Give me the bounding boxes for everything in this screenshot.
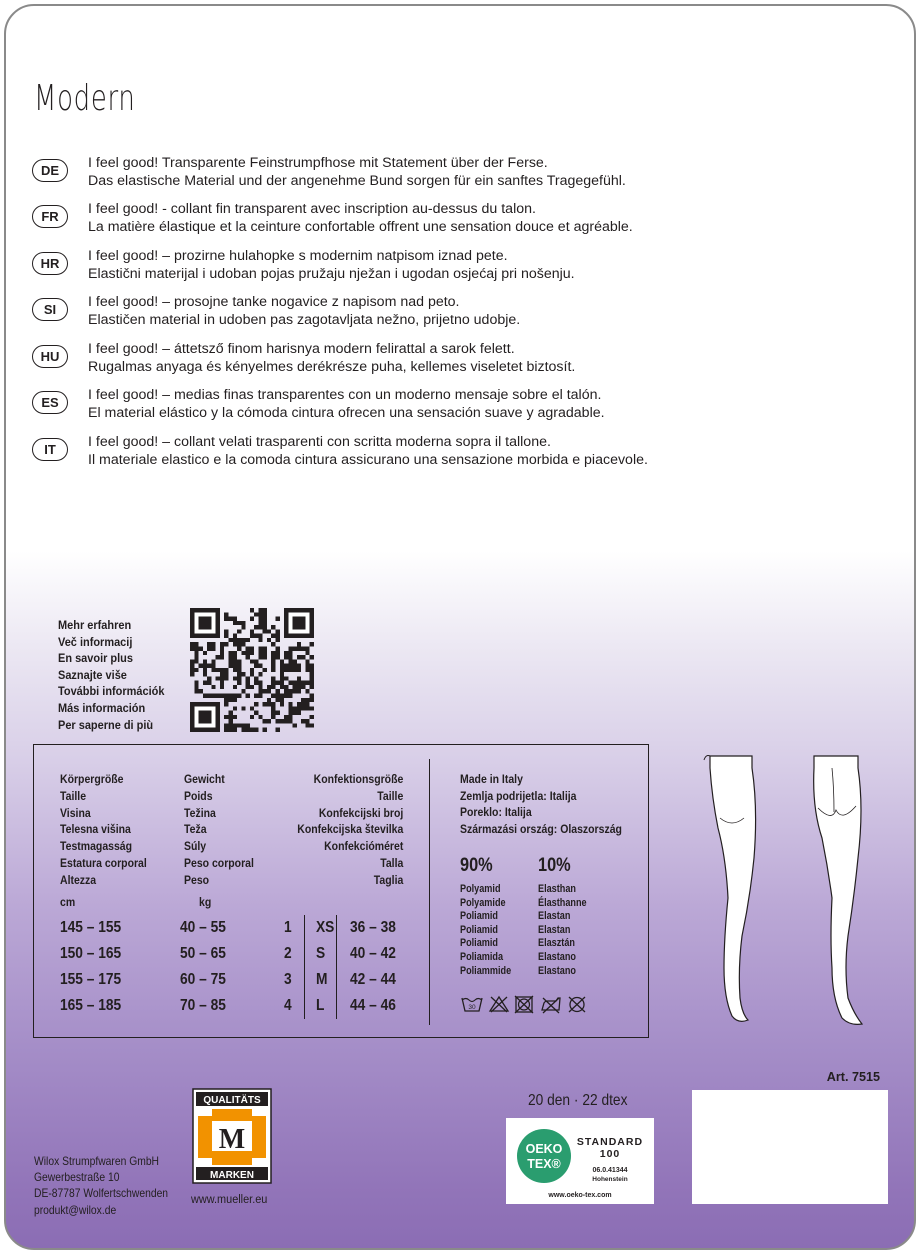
material-line: Poliamid	[460, 923, 498, 936]
material-line: Polyamid	[460, 883, 501, 895]
oeko-tex-label	[506, 1118, 654, 1204]
description-text	[88, 341, 575, 376]
description-line: I feel good! – áttetsző finom harisnya modern felirattal a sarok felett.	[88, 341, 515, 357]
description-line: I feel good! – collant velati trasparenti con scritta moderna sopra il tallone.	[88, 434, 551, 450]
mueller-url[interactable]: www.mueller.eu	[191, 1192, 268, 1206]
description-line: Rugalmas anyaga és kényelmes derékrésze puha, kellemes viseletet biztosít.	[88, 358, 576, 375]
header-line: Konfekcióméret	[323, 839, 403, 854]
size-cell-num: 4	[284, 997, 292, 1014]
divider	[429, 759, 430, 1025]
lang-row-si	[32, 294, 892, 338]
lang-row-fr	[32, 201, 892, 245]
svg-text:TEX®: TEX®	[527, 1157, 561, 1171]
polyamide-percent: 90%	[460, 855, 493, 876]
more-info-line: En savoir plus	[58, 651, 133, 666]
description-line: I feel good! – medias finas transparentes con un moderno mensaje sobre el talón.	[88, 387, 602, 403]
svg-text:www.oeko-tex.com: www.oeko-tex.com	[548, 1192, 612, 1199]
denier-info: 20 den · 22 dtex	[528, 1092, 628, 1109]
product-title: Modern	[34, 78, 136, 119]
size-cell-height: 150 – 165	[60, 945, 122, 962]
description-text	[88, 294, 520, 329]
header-line: Konfekcijski broj	[318, 805, 403, 820]
more-info-line: Saznajte više	[58, 667, 127, 682]
header-line: Taille	[60, 788, 87, 803]
size-cell-size: XS	[316, 919, 335, 936]
material-line: Elastan	[538, 923, 571, 936]
size-cell-dress: 44 – 46	[350, 997, 396, 1014]
language-badge: IT	[32, 438, 68, 461]
header-line: Konfekcijska številka	[296, 822, 403, 837]
size-cell-dress: 42 – 44	[350, 971, 396, 988]
description-text	[88, 201, 633, 236]
lang-row-it	[32, 434, 892, 478]
header-line: Visina	[60, 805, 91, 820]
description-line: La matière élastique et la ceinture confortable offrent une sensation douce et agréable.	[88, 218, 633, 235]
material-line: Poliamid	[460, 937, 498, 950]
svg-text:100: 100	[599, 1148, 621, 1160]
tights-back-view-illustration	[798, 748, 878, 1034]
header-line: Testmagasság	[60, 839, 133, 854]
material-line: Poliamida	[460, 950, 504, 963]
description-line: I feel good! - collant fin transparent avec inscription au-dessus du talon.	[88, 201, 536, 217]
dress-size-headers	[297, 771, 403, 889]
company-name: Wilox Strumpfwaren GmbH	[34, 1154, 160, 1168]
material-line: Poliamid	[460, 910, 498, 923]
material-line: Elastan	[538, 910, 571, 923]
language-badge: HR	[32, 252, 68, 275]
header-line: Težina	[184, 805, 216, 820]
language-badge: DE	[32, 159, 68, 182]
material-line: Elasztán	[538, 937, 575, 950]
header-line: Altezza	[60, 872, 97, 887]
size-cell-size: M	[316, 971, 328, 988]
header-line: Gewicht	[184, 772, 225, 786]
more-info-line: További információk	[58, 684, 165, 699]
header-line: Súly	[184, 839, 207, 854]
size-cell-height: 165 – 185	[60, 997, 122, 1014]
no-bleach-icon	[490, 997, 508, 1012]
lang-row-hr	[32, 248, 892, 292]
size-cell-height: 145 – 155	[60, 919, 122, 936]
size-cell-weight: 70 – 85	[180, 997, 226, 1014]
size-cell-weight: 40 – 55	[180, 919, 226, 936]
qualitaets-marken-logo-icon	[192, 1088, 272, 1184]
description-line: I feel good! Transparente Feinstrumpfhose mit Statement über der Ferse.	[88, 155, 548, 171]
weight-headers	[184, 771, 254, 889]
description-line: I feel good! – prosojne tanke nogavice z napisom nad peto.	[88, 294, 460, 310]
material-line: Elastano	[538, 950, 576, 963]
svg-text:OEKO: OEKO	[525, 1142, 563, 1156]
company-address	[34, 1153, 168, 1218]
svg-text:MARKEN: MARKEN	[210, 1170, 254, 1181]
size-cell-num: 2	[284, 945, 292, 962]
description-line: I feel good! – prozirne hulahopke s modernim natpisom iznad pete.	[88, 248, 508, 264]
tights-side-view-illustration	[696, 748, 776, 1034]
size-cell-num: 1	[284, 919, 292, 936]
origin-line: Származási ország: Olaszország	[460, 821, 622, 836]
lang-row-es	[32, 387, 892, 431]
more-info-line: Mehr erfahren	[58, 618, 132, 632]
article-number: Art. 7515	[826, 1070, 880, 1084]
lang-row-hu	[32, 341, 892, 385]
header-line: Teža	[184, 822, 207, 837]
barcode-area	[692, 1090, 888, 1204]
elastane-percent: 10%	[538, 855, 571, 876]
header-line: Körpergröße	[60, 772, 124, 786]
lang-row-de	[32, 155, 892, 199]
more-info-line: Per saperne di più	[58, 717, 154, 732]
description-text	[88, 387, 605, 422]
description-text	[88, 155, 626, 190]
material-line: Polyamide	[460, 896, 506, 909]
divider	[336, 915, 337, 1019]
material-list-1	[460, 883, 511, 978]
description-text	[88, 434, 648, 469]
language-badge: FR	[32, 205, 68, 228]
size-cell-size: S	[316, 945, 326, 962]
description-line: Elastični materijal i udoban pojas pružaju nježan i ugodan osjećaj pri nošenju.	[88, 265, 575, 282]
language-badge: HU	[32, 345, 68, 368]
more-info-line: Več informacij	[58, 634, 133, 649]
material-line: Élasthanne	[538, 896, 587, 909]
divider	[304, 915, 305, 1019]
language-badge: ES	[32, 391, 68, 414]
origin-line: Poreklo: Italija	[460, 805, 532, 820]
material-line: Elasthan	[538, 883, 576, 895]
language-badge: SI	[32, 298, 68, 321]
size-cell-dress: 40 – 42	[350, 945, 396, 962]
size-cell-weight: 60 – 75	[180, 971, 226, 988]
material-line: Poliammide	[460, 964, 512, 977]
svg-text:STANDARD: STANDARD	[576, 1136, 644, 1148]
header-line: Peso	[184, 872, 210, 887]
svg-text:QUALITÄTS: QUALITÄTS	[203, 1095, 261, 1106]
description-line: El material elástico y la cómoda cintura ofrecen una sensación suave y agradable.	[88, 404, 605, 421]
unit-kg: kg	[199, 895, 212, 909]
wash-temp: 30	[468, 1004, 476, 1011]
care-symbols	[460, 994, 590, 1016]
oeko-tex-logo-icon	[506, 1118, 654, 1204]
body-size-headers	[60, 771, 147, 889]
description-text	[88, 248, 575, 283]
size-cell-dress: 36 – 38	[350, 919, 396, 936]
qr-code[interactable]	[190, 608, 314, 732]
header-line: Telesna višina	[60, 822, 131, 837]
header-line: Taille	[376, 788, 403, 803]
header-line: Konfektionsgröße	[313, 772, 403, 786]
origin-line: Made in Italy	[460, 772, 523, 786]
description-line: Das elastische Material und der angenehme Bund sorgen für ein sanftes Tragegefühl.	[88, 172, 626, 189]
svg-text:06.0.41344: 06.0.41344	[592, 1167, 628, 1174]
company-city: DE-87787 Wolfertschwenden	[34, 1186, 169, 1201]
origin-info	[460, 771, 622, 837]
header-line: Poids	[184, 788, 213, 803]
more-info-line: Más información	[58, 700, 146, 715]
origin-line: Zemlja podrijetla: Italija	[460, 788, 577, 803]
header-line: Peso corporal	[184, 855, 254, 870]
material-line: Elastano	[538, 964, 576, 977]
header-line: Estatura corporal	[60, 855, 147, 870]
no-iron-icon	[542, 998, 560, 1013]
size-cell-size: L	[316, 997, 325, 1014]
company-street: Gewerbestraße 10	[34, 1170, 120, 1185]
company-email[interactable]: produkt@wilox.de	[34, 1202, 117, 1217]
description-line: Il materiale elastico e la comoda cintura assicurano una sensazione morbida e piacevole.	[88, 451, 648, 468]
header-line: Taglia	[373, 872, 403, 887]
size-cell-weight: 50 – 65	[180, 945, 226, 962]
unit-cm: cm	[60, 895, 76, 909]
more-info-list	[58, 617, 164, 733]
svg-text:M: M	[218, 1124, 246, 1155]
no-tumble-dry-icon	[515, 996, 533, 1013]
package-back	[4, 4, 916, 1250]
svg-text:Hohenstein: Hohenstein	[592, 1176, 628, 1183]
wash-30-icon	[462, 998, 482, 1011]
size-cell-height: 155 – 175	[60, 971, 122, 988]
no-dry-clean-icon	[569, 997, 585, 1012]
header-line: Talla	[379, 855, 403, 870]
description-line: Elastičen material in udoben pas zagotavljata nežno, prijetno udobje.	[88, 311, 521, 328]
material-list-2	[538, 883, 587, 978]
size-cell-num: 3	[284, 971, 292, 988]
